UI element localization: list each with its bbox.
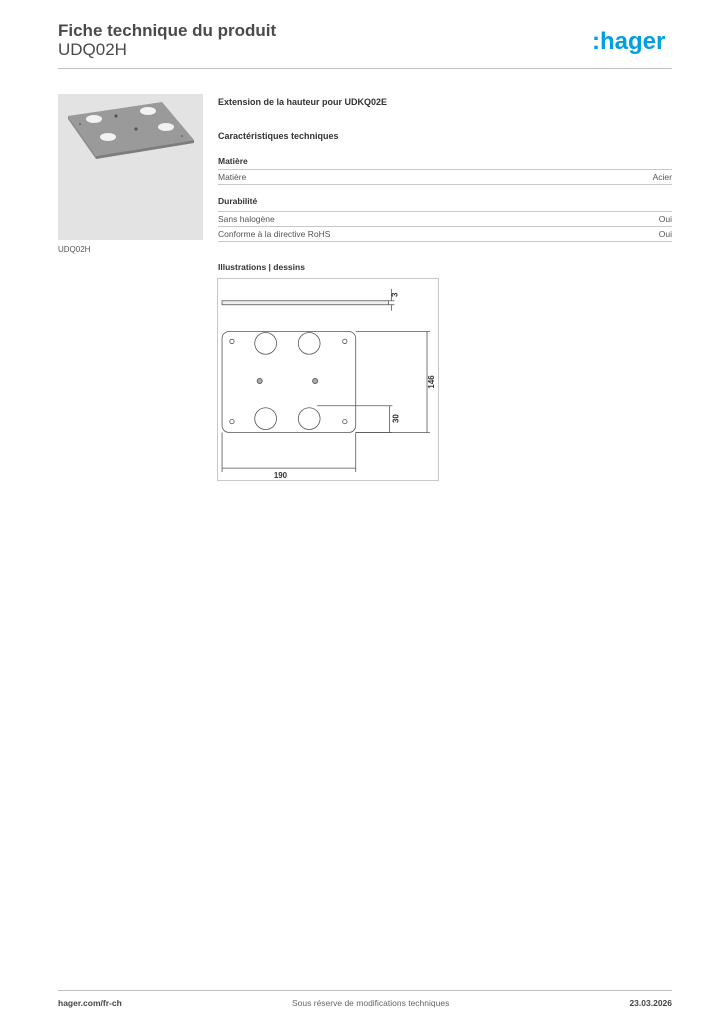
spec-label: Conforme à la directive RoHS xyxy=(218,229,331,239)
dimension-width: 190 xyxy=(273,471,288,481)
spec-row xyxy=(218,169,672,185)
hager-logo-text: :hager xyxy=(592,28,666,55)
dimension-height: 146 xyxy=(426,375,436,389)
illustrations-title: Illustrations | dessins xyxy=(218,262,305,272)
spec-group-durability xyxy=(218,196,672,242)
spec-row xyxy=(218,211,672,226)
footer-disclaimer: Sous réserve de modifications techniques xyxy=(292,998,450,1008)
footer-website-link[interactable]: hager.com/fr-ch xyxy=(58,998,122,1008)
spec-value: Acier xyxy=(652,172,672,182)
spec-group-title: Matière xyxy=(218,156,248,166)
specs-section-title: Caractéristiques techniques xyxy=(218,131,339,141)
product-code: UDQ02H xyxy=(58,40,127,59)
spec-value: Oui xyxy=(658,229,672,239)
footer-divider xyxy=(58,990,672,991)
spec-label: Matière xyxy=(218,172,247,182)
dimension-thickness: 3 xyxy=(390,292,400,298)
product-description: Extension de la hauteur pour UDKQ02E xyxy=(218,97,388,107)
header-divider xyxy=(58,68,672,69)
spec-row xyxy=(218,226,672,242)
spec-label: Sans halogène xyxy=(218,214,275,224)
hager-logo xyxy=(592,28,676,56)
image-caption: UDQ02H xyxy=(58,245,91,254)
product-image xyxy=(58,94,203,240)
spec-group-title: Durabilité xyxy=(218,196,258,206)
footer-date: 23.03.2026 xyxy=(629,998,672,1008)
page-title: Fiche technique du produit xyxy=(58,21,277,40)
spec-group-material xyxy=(218,156,672,185)
dimension-hole-offset: 30 xyxy=(391,414,401,424)
technical-drawing xyxy=(217,278,439,481)
spec-value: Oui xyxy=(658,214,672,224)
